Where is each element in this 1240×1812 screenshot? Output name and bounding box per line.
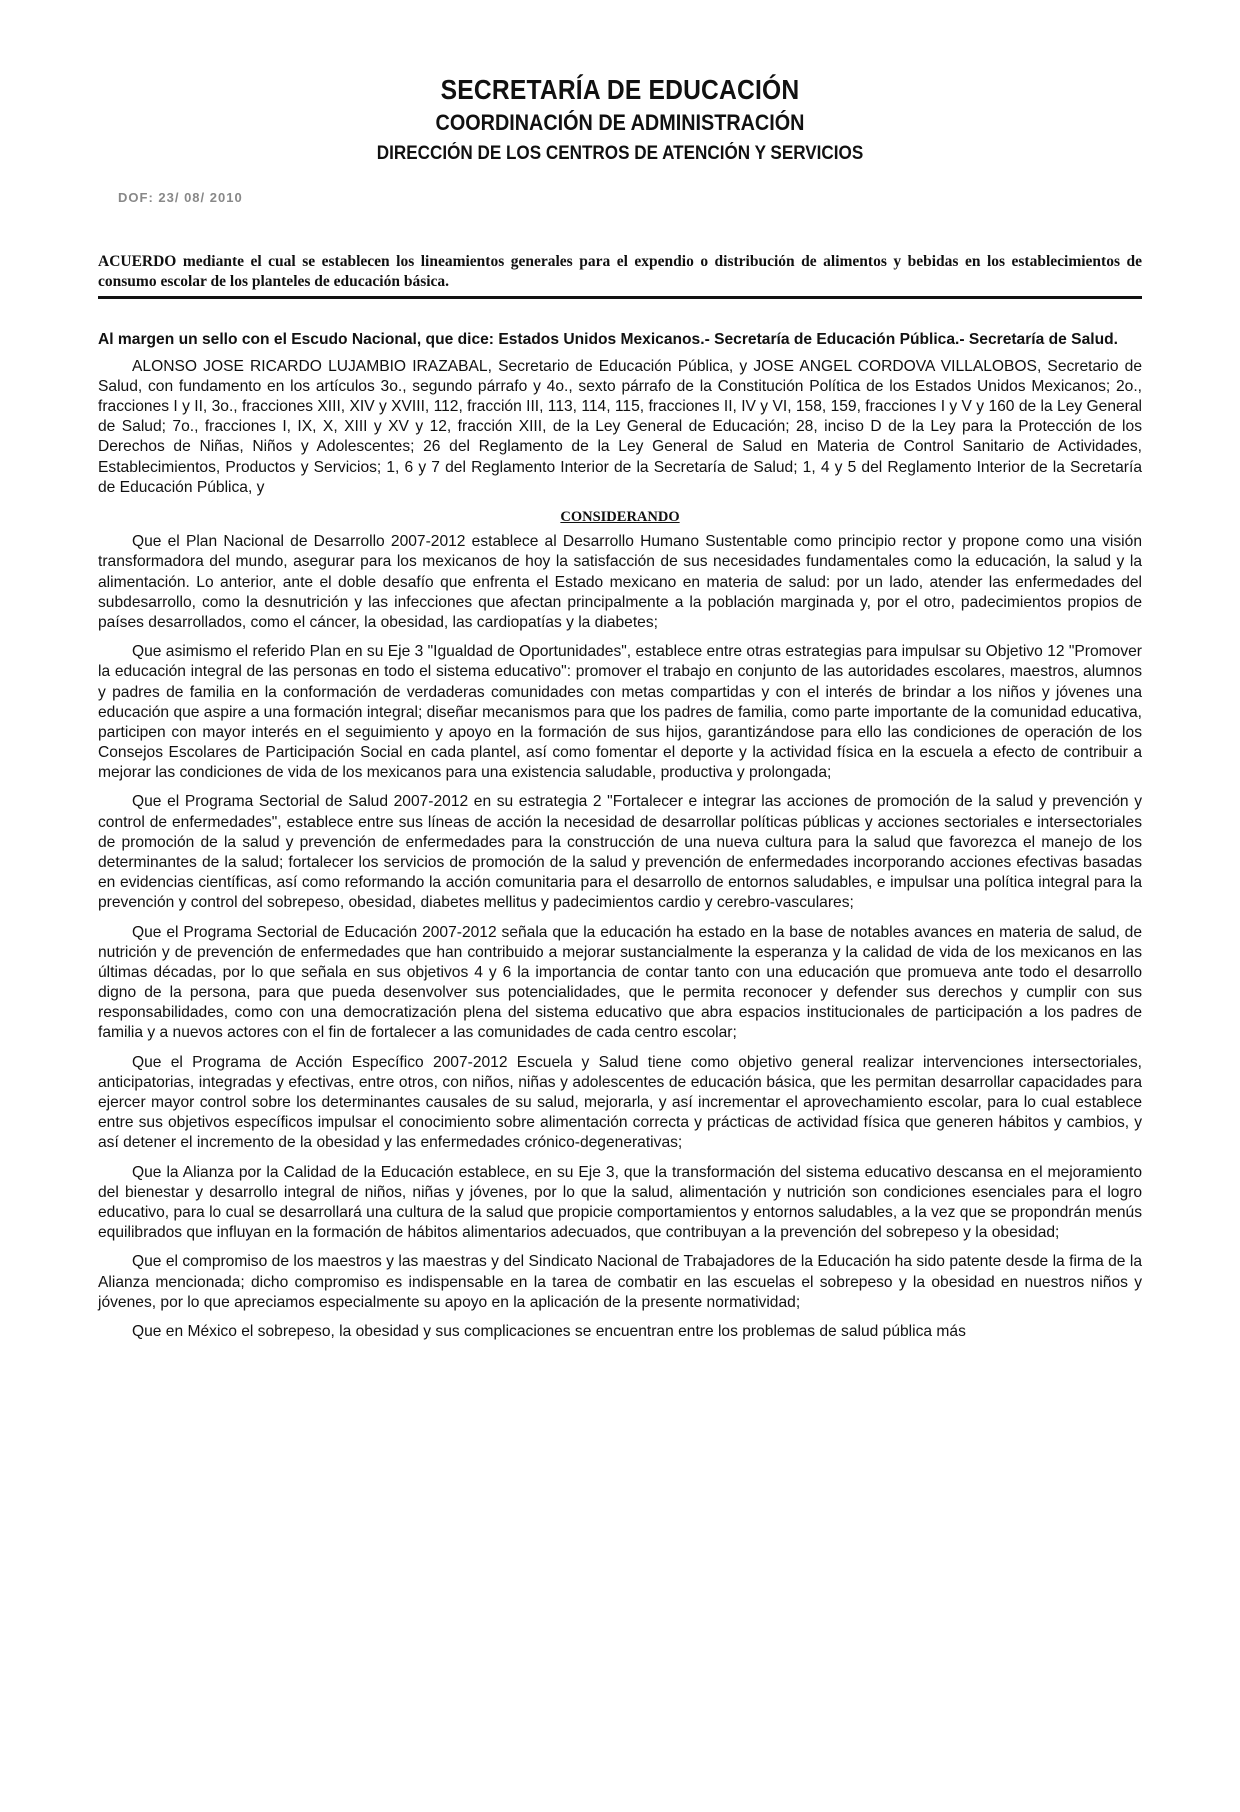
horizontal-rule bbox=[98, 296, 1142, 299]
margen-note: Al margen un sello con el Escudo Nacional, que dice: Estados Unidos Mexicanos.- Secretaría de Educación Pública.- Secretaría de Salud. bbox=[98, 331, 1118, 348]
considerando-paragraph: Que el Programa Sectorial de Educación 2007-2012 señala que la educación ha estado en la base de notables avances en materia de salud, de nutrición y de prevención de enfermedades que han contribuido a mejorar sustancialmente la esperanza y la calidad de vida de los mexicanos en las últimas décadas, por lo que señala en sus objetivos 4 y 6 la importancia de contar tanto con una educación que promueva ante todo el desarrollo digno de la persona, para que pueda desenvolver sus potencialidades, que le permita reconocer y defender sus derechos y cumplir con sus responsabilidades, como con una democratización plena del sistema educativo que abra espacios institucionales de participación a los padres de familia y a nuevos actores con el fin de fortalecer a las comunidades de cada centro escolar; bbox=[98, 923, 1142, 1041]
document-title: SECRETARÍA DE EDUCACIÓN bbox=[440, 74, 800, 105]
considerando-paragraph: Que el Programa de Acción Específico 2007-2012 Escuela y Salud tiene como objetivo general realizar intervenciones intersectoriales, anticipatorias, integradas y efectivas, entre otros, con niños, niñas y adolescentes de educación básica, que les permitan desarrollar capacidades para ejercer mayor control sobre los determinantes causales de su salud, mejorarla, y así incrementar el aprovechamiento escolar, para lo cual establece entre sus objetivos específicos impulsar el conocimiento sobre alimentación correcta y prácticas de actividad física que generen hábitos y cambios, y así detener el incremento de la obesidad y las enfermedades crónico-degenerativas; bbox=[98, 1053, 1142, 1151]
document-body bbox=[98, 330, 1142, 1352]
considerando-paragraph: Que el Plan Nacional de Desarrollo 2007-2012 establece al Desarrollo Humano Sustentable como principio rector y propone como una visión transformadora del mundo, asegurar para los mexicanos de hoy la satisfacción de sus necesidades fundamentales como la educación, la salud y la alimentación. Lo anterior, ante el doble desafío que enfrenta el Estado mexicano en materia de salud: por un lado, atender las enfermedades del subdesarrollo, como la desnutrición y las infecciones que afectan principalmente a la población marginada y, por el otro, padecimientos propios de países desarrollados, como el cáncer, la obesidad, las cardiopatías y la diabetes; bbox=[98, 533, 1142, 631]
considerando-heading: CONSIDERANDO bbox=[560, 509, 680, 526]
dof-date: DOF: 23/ 08/ 2010 bbox=[118, 190, 243, 205]
considerando-paragraph: Que en México el sobrepeso, la obesidad y sus complicaciones se encuentran entre los problemas de salud pública más bbox=[132, 1323, 966, 1341]
intro-paragraph: ALONSO JOSE RICARDO LUJAMBIO IRAZABAL, Secretario de Educación Pública, y JOSE ANGEL CORDOVA VILLALOBOS, Secretario de Salud, con fundamento en los artículos 3o., segundo párrafo y 4o., sexto párrafo de la Constitución Política de los Estados Unidos Mexicanos; 2o., fracciones I y II, 3o., fracciones XIII, XIV y XVIII, 112, fracción III, 113, 114, 115, fracciones II, IV y VI, 158, 159, fracciones I y V y 160 de la Ley General de Salud; 7o., fracciones I, IX, X, XIII y XV y 12, fracción XIII, de la Ley General de Educación; 28, inciso D de la Ley para la Protección de los Derechos de Niñas, Niños y Adolescentes; 26 del Reglamento de la Ley General de Salud en Materia de Control Sanitario de Actividades, Establecimientos, Productos y Servicios; 1, 6 y 7 del Reglamento Interior de la Secretaría de Salud; 1, 4 y 5 del Reglamento Interior de la Secretaría de Educación Pública, y bbox=[98, 358, 1142, 496]
document-department: DIRECCIÓN DE LOS CENTROS DE ATENCIÓN Y SERVICIOS bbox=[376, 143, 864, 164]
considerando-paragraph: Que la Alianza por la Calidad de la Educación establece, en su Eje 3, que la transformación del sistema educativo descansa en el mejoramiento del bienestar y desarrollo integral de niños, niñas y jóvenes, por lo que la salud, alimentación y nutrición son condiciones esenciales para el logro educativo, para lo cual se desarrollará una cultura de la salud que propicie comportamientos y entornos saludables, a la vez que se propondrán menús equilibrados que influyan en la formación de hábitos alimentarios adecuados, que contribuyan a la prevención del sobrepeso y la obesidad; bbox=[98, 1163, 1142, 1241]
document-subtitle: COORDINACIÓN DE ADMINISTRACIÓN bbox=[435, 110, 805, 135]
acuerdo-summary: ACUERDO mediante el cual se establecen los lineamientos generales para el expendio o distribución de alimentos y bebidas en los establecimientos de consumo escolar de los planteles de educación básica. bbox=[98, 253, 1142, 290]
considerando-paragraph: Que asimismo el referido Plan en su Eje 3 "Igualdad de Oportunidades", establece entre otras estrategias para impulsar su Objetivo 12 "Promover la educación integral de las personas en todo el sistema educativo": promover el trabajo en conjunto de las autoridades escolares, maestros, alumnos y padres de familia en la conformación de verdaderas comunidades con metas compartidas y con el interés de brindar a los niños y jóvenes una educación que aspire a una formación integral; diseñar mecanismos para que los padres de familia, como parte importante de la comunidad educativa, participen con mayor interés en el seguimiento y apoyo en la formación de sus hijos, garantizándose para ello las condiciones de operación de los Consejos Escolares de Participación Social en cada plantel, así como fomentar el deporte y la actividad física en la escuela a efecto de contribuir a mejorar las condiciones de vida de los mexicanos para una existencia saludable, productiva y prolongada; bbox=[98, 643, 1142, 781]
considerando-paragraph: Que el Programa Sectorial de Salud 2007-2012 en su estrategia 2 "Fortalecer e integrar las acciones de promoción de la salud y prevención y control de enfermedades", establece entre sus líneas de acción la necesidad de desarrollar políticas públicas y acciones sectoriales e intersectoriales de promoción de la salud y prevención de enfermedades para la construcción de una nueva cultura para la salud que favorezca el manejo de los determinantes de la salud; fortalecer los servicios de promoción de la salud y prevención de enfermedades incorporando acciones efectivas basadas en evidencias científicas, así como reformando la acción comunitaria para el desarrollo de entornos saludables, e impulsar una política integral para la prevención y control del sobrepeso, obesidad, diabetes mellitus y padecimientos cardio y cerebro-vasculares; bbox=[98, 793, 1142, 911]
considerando-paragraph: Que el compromiso de los maestros y las maestras y del Sindicato Nacional de Trabajadores de la Educación ha sido patente desde la firma de la Alianza mencionada; dicho compromiso es indispensable en la tarea de combatir en las escuelas el sobrepeso y la obesidad en nuestros niños y jóvenes, por lo que apreciamos especialmente su apoyo en la aplicación de la presente normatividad; bbox=[98, 1253, 1142, 1311]
